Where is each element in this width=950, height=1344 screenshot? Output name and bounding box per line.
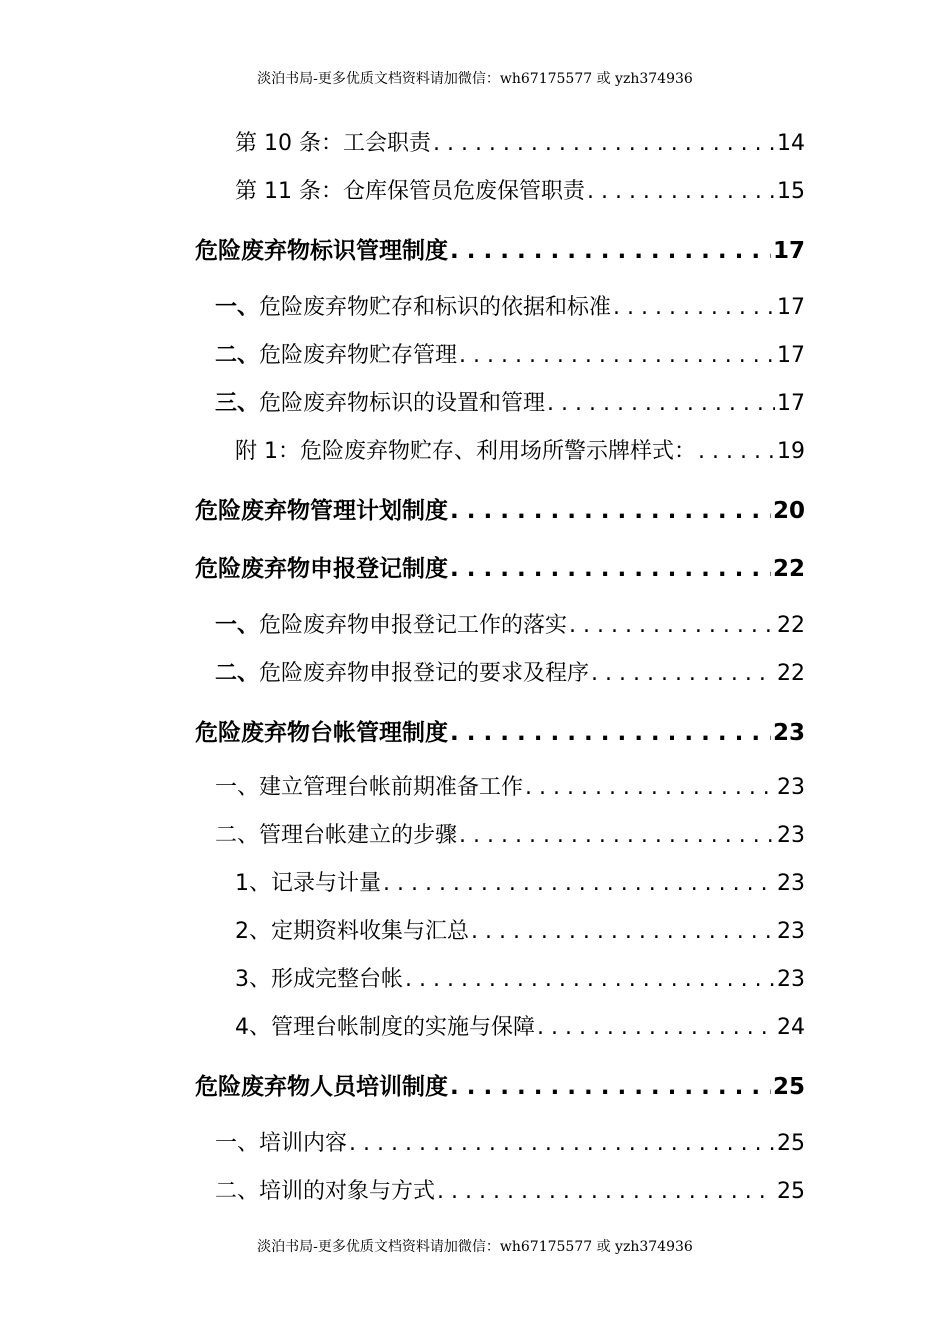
toc-dot-leader [450,1074,771,1100]
toc-dot-leader [698,439,775,464]
toc-dot-leader [537,1015,775,1040]
toc-page-number: 24 [777,1015,805,1040]
toc-page-number: 23 [777,967,805,992]
toc-entry-section[interactable] [215,386,805,417]
toc-page-number: 25 [777,1179,805,1204]
page-header: 淡泊书局-更多优质文档资料请加微信：wh67175577 或 yzh374936 [257,71,693,87]
toc-section-number: 一、 [215,295,260,320]
toc-entry-label: 危险废弃物台帐管理制度 [195,720,448,746]
toc-dot-leader [450,238,771,264]
toc-entry-subsection[interactable] [235,914,805,945]
toc-entry-chapter-plan[interactable] [195,492,805,525]
toc-entry-label: 危险废弃物申报登记的要求及程序 [259,661,590,686]
toc-dot-leader [569,613,775,638]
toc-page-number: 14 [777,131,805,156]
toc-entry-label: 附 1：危险废弃物贮存、利用场所警示牌样式： [235,439,696,464]
toc-entry-label: 建立管理台帐前期准备工作 [259,775,524,800]
toc-dot-leader [547,391,775,416]
toc-section-number: 二、 [215,823,260,848]
toc-dot-leader [525,775,775,800]
toc-dot-leader [587,179,775,204]
toc-section-number: 一、 [215,1131,260,1156]
toc-page-number: 25 [777,1131,805,1156]
page-footer: 淡泊书局-更多优质文档资料请加微信：wh67175577 或 yzh374936 [257,1239,693,1255]
toc-entry-section[interactable] [215,1174,805,1205]
toc-dot-leader [450,556,771,582]
toc-dot-leader [349,1131,775,1156]
toc-page-number: 17 [777,295,805,320]
toc-dot-leader [405,967,775,992]
toc-entry-section[interactable] [215,656,805,687]
toc-section-number: 二、 [215,661,260,686]
toc-entry-section[interactable] [215,770,805,801]
toc-dot-leader [459,343,775,368]
toc-entry-section[interactable] [215,818,805,849]
toc-dot-leader [459,823,775,848]
toc-page-number: 23 [777,775,805,800]
toc-entry-chapter-ledger[interactable] [195,714,805,747]
toc-page-number: 17 [777,343,805,368]
toc-entry-label: 危险废弃物贮存和标识的依据和标准 [259,295,612,320]
toc-entry-label: 危险废弃物管理计划制度 [195,498,448,524]
toc-entry-article-10[interactable] [235,126,805,157]
toc-page-number: 23 [777,823,805,848]
toc-section-number: 二、 [215,1179,260,1204]
toc-page-number: 20 [772,498,805,524]
toc-entry-chapter-labeling[interactable] [195,232,805,265]
toc-entry-appendix-1[interactable] [235,434,805,465]
toc-entry-label: 第 10 条：工会职责 [235,131,431,156]
toc-entry-label: 第 11 条：仓库保管员危废保管职责 [235,179,585,204]
toc-dot-leader [450,720,771,746]
toc-entry-subsection[interactable] [235,962,805,993]
toc-entry-section[interactable] [215,338,805,369]
toc-entry-label: 危险废弃物申报登记制度 [195,556,448,582]
toc-entry-subsection[interactable] [235,866,805,897]
toc-entry-label: 危险废弃物人员培训制度 [195,1074,448,1100]
toc-dot-leader [613,295,775,320]
toc-page-number: 25 [772,1074,805,1100]
toc-entry-label: 管理台帐建立的步骤 [259,823,458,848]
toc-entry-label: 4、管理台帐制度的实施与保障 [235,1015,535,1040]
toc-page-number: 23 [772,720,805,746]
toc-entry-chapter-training[interactable] [195,1068,805,1101]
toc-entry-label: 1、记录与计量 [235,871,381,896]
toc-page-number: 23 [777,919,805,944]
toc-page-number: 22 [777,613,805,638]
toc-dot-leader [383,871,775,896]
toc-dot-leader [450,498,771,524]
toc-entry-label: 危险废弃物申报登记工作的落实 [259,613,568,638]
toc-section-number: 二、 [215,343,260,368]
toc-entry-label: 培训内容 [259,1131,348,1156]
toc-entry-label: 3、形成完整台帐 [235,967,403,992]
toc-entry-chapter-registration[interactable] [195,550,805,583]
toc-page-number: 19 [777,439,805,464]
toc-entry-section[interactable] [215,608,805,639]
toc-page-number: 22 [777,661,805,686]
toc-entry-label: 危险废弃物标识管理制度 [195,238,448,264]
toc-entry-label: 危险废弃物贮存管理 [259,343,458,368]
toc-entry-label: 危险废弃物标识的设置和管理 [259,391,546,416]
toc-page-number: 17 [772,238,805,264]
toc-dot-leader [591,661,775,686]
toc-section-number: 三、 [215,391,260,416]
toc-page-number: 17 [777,391,805,416]
toc-section-number: 一、 [215,775,260,800]
toc-dot-leader [437,1179,775,1204]
toc-section-number: 一、 [215,613,260,638]
toc-entry-label: 2、定期资料收集与汇总 [235,919,469,944]
toc-page-number: 23 [777,871,805,896]
toc-entry-label: 培训的对象与方式 [259,1179,436,1204]
toc-entry-section[interactable] [215,1126,805,1157]
toc-entry-article-11[interactable] [235,174,805,205]
toc-page-number: 15 [777,179,805,204]
toc-entry-subsection[interactable] [235,1010,805,1041]
toc-entry-section[interactable] [215,290,805,321]
toc-dot-leader [433,131,775,156]
toc-dot-leader [471,919,775,944]
toc-page-number: 22 [772,556,805,582]
